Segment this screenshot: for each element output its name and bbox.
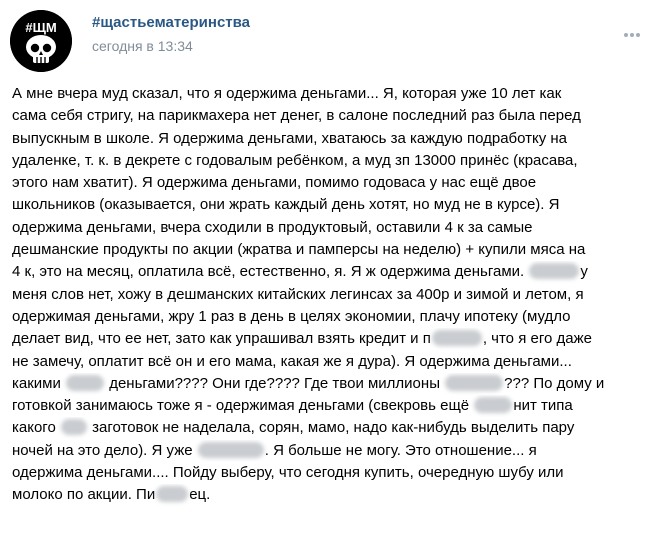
censored-blur [474, 397, 512, 413]
post-text-line [12, 306, 648, 328]
post-text-segment: деньгами???? Они где???? Где твои миллионы [105, 374, 445, 392]
post-text-segment: удаленке, т. к. в декрете с годовалым ребёнком, а муд зп 13000 принёс (красава, [12, 151, 578, 169]
post-text-segment: одержимая деньгами, жру 1 раз в день в целях экономии, плачу ипотеку (мудло [12, 307, 571, 325]
post-text-line [12, 395, 648, 417]
post-text-segment: . Я больше не могу. Это отношение... я [264, 441, 537, 459]
censored-blur [198, 442, 264, 458]
post-more-button[interactable] [618, 24, 646, 46]
post-text-segment: сама себя стригу, на парикмахера нет денег, в салоне последний раз была перед [12, 107, 581, 125]
post-text-line [12, 261, 648, 283]
post-time[interactable]: сегодня в 13:34 [92, 38, 193, 54]
post-text-line [12, 217, 648, 239]
post-text-segment: какими [12, 374, 66, 392]
censored-blur [529, 263, 579, 279]
post-text-segment: у [580, 263, 588, 281]
post-text-segment: делает вид, что ее нет, зато как упрашивал взять кредит и п [12, 330, 431, 348]
censored-blur [66, 375, 104, 391]
post-text-line [12, 128, 648, 150]
censored-blur [432, 330, 482, 346]
post-text-segment: ночей на это дело). Я уже [12, 441, 197, 459]
post-text-segment: молоко по акции. Пи [12, 486, 156, 504]
post-text-line [12, 328, 648, 350]
post-text-line [12, 484, 648, 506]
censored-blur [445, 375, 503, 391]
post-text-segment: 4 к, это на месяц, оплатила всё, естественно, я. Я ж одержима деньгами. [12, 263, 529, 281]
post-text-line [12, 83, 648, 105]
post-text-line [12, 351, 648, 373]
post-text-segment: ??? По дому и [504, 374, 605, 392]
post-text-line [12, 194, 648, 216]
post-text-line [12, 239, 648, 261]
post-text-line [12, 150, 648, 172]
post-text-segment: нит типа [513, 397, 573, 415]
post-text-segment: , что я его даже [482, 330, 592, 348]
post-text-line [12, 373, 648, 395]
censored-blur [61, 419, 87, 435]
post-text-segment: одержима деньгами.... Пойду выберу, что сегодня купить, очередную шубу или [12, 464, 564, 482]
post-text-segment: ец. [189, 486, 211, 504]
post-text-segment: этого нам хватит). Я одержима деньгами, помимо годоваса у нас ещё двое [12, 174, 537, 192]
ellipsis-icon [618, 24, 646, 46]
post-text-line [12, 462, 648, 484]
post-text-line [12, 284, 648, 306]
post-text-segment: выпускным в школе. Я одержима деньгами, хватаюсь за каждую подработку на [12, 129, 568, 147]
avatar-label: #ЩМ [25, 20, 57, 35]
post-text-segment: одержима деньгами, вчера сходили в продуктовый, оставили 4 к за самые [12, 218, 533, 236]
post-text-line [12, 105, 648, 127]
post-text-segment: заготовок не наделала, сорян, мамо, надо как-нибудь выделить пару [87, 419, 575, 437]
post-text-segment: готовкой занимаюсь тоже я - одержимая деньгами (свекровь ещё [12, 397, 474, 415]
post-text-segment: не замечу, оплатит всё он и его мама, какая же я дура). Я одержима деньгами... [12, 352, 572, 370]
post-text-line [12, 172, 648, 194]
post-author[interactable]: #щастьематеринства [92, 14, 251, 31]
post-text-line [12, 417, 648, 439]
censored-blur [156, 486, 188, 502]
post-text-segment: школьников (оказывается, они жрать каждый день хотят, но муд не в курсе). Я [12, 196, 560, 214]
post-text-segment: какого [12, 419, 60, 437]
post-text-segment: А мне вчера муд сказал, что я одержима деньгами... Я, которая уже 10 лет как [12, 85, 562, 102]
skull-icon [10, 10, 72, 72]
community-avatar[interactable] [10, 10, 72, 72]
post-text [12, 83, 648, 507]
post-text-line [12, 440, 648, 462]
post-text-segment: дешманские продукты по акции (жратва и памперсы на неделю) + купили мяса на [12, 241, 586, 259]
post-text-segment: меня слов нет, хожу в дешманских китайских легинсах за 400р и зимой и летом, я [12, 285, 584, 303]
